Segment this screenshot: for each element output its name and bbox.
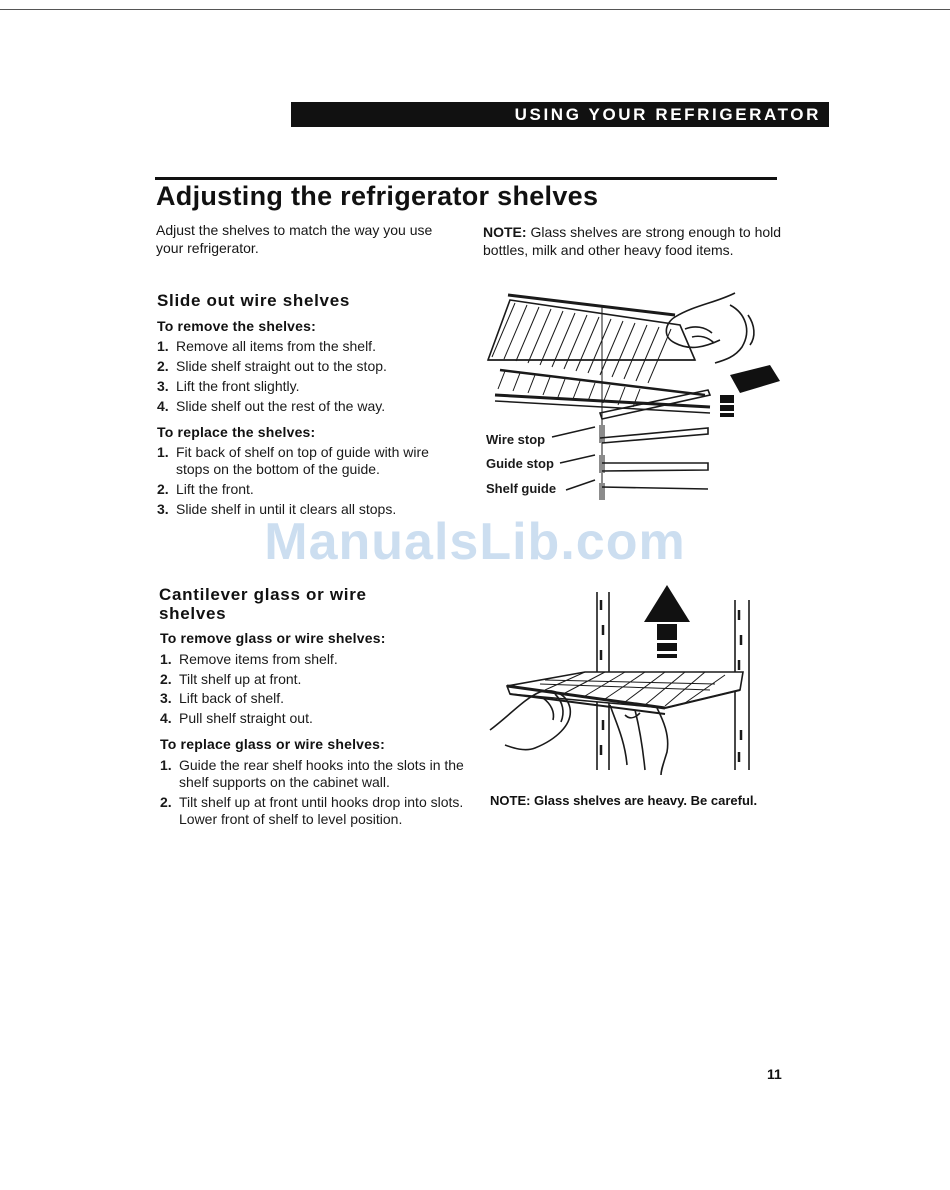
step-number: 1. xyxy=(157,444,169,460)
list-item xyxy=(160,757,465,791)
step-number: 3. xyxy=(157,501,169,517)
step-text: Lift the front. xyxy=(176,481,254,497)
step-text: Lift the front slightly. xyxy=(176,378,300,394)
step-text: Slide shelf in until it clears all stops. xyxy=(176,501,397,517)
intro-paragraph: Adjust the shelves to match the way you use your refrigerator. xyxy=(156,222,433,256)
step-text: Remove items from shelf. xyxy=(179,651,338,667)
list-item xyxy=(157,338,457,355)
step-number: 2. xyxy=(160,670,172,687)
note-glass-strong xyxy=(483,224,783,259)
step-text: Lift back of shelf. xyxy=(179,690,285,706)
step-number: 2. xyxy=(157,481,169,497)
note-glass-heavy: NOTE: Glass shelves are heavy. Be careful. xyxy=(490,793,758,808)
slide-replace-heading: To replace the shelves: xyxy=(157,424,316,440)
step-text: Slide shelf out the rest of the way. xyxy=(176,398,386,414)
list-item xyxy=(157,358,457,375)
label-shelf-guide: Shelf guide xyxy=(486,481,557,496)
list-item xyxy=(157,481,462,498)
top-rule xyxy=(0,9,950,10)
list-item xyxy=(157,444,462,478)
section-banner: USING YOUR REFRIGERATOR xyxy=(291,102,829,127)
list-item xyxy=(160,651,460,668)
step-text: Tilt shelf up at front until hooks drop into slots. Lower front of shelf to level position. xyxy=(179,794,464,827)
step-number: 1. xyxy=(160,757,172,773)
up-arrow-icon xyxy=(644,585,690,658)
step-text: Slide shelf straight out to the stop. xyxy=(176,358,387,374)
list-item xyxy=(157,378,457,395)
slide-remove-heading: To remove the shelves: xyxy=(157,318,316,334)
label-wire-stop: Wire stop xyxy=(486,432,546,447)
step-number: 4. xyxy=(157,398,169,414)
step-text: Guide the rear shelf hooks into the slots in the shelf supports on the cabinet wall. xyxy=(179,757,464,790)
page-number: 11 xyxy=(767,1066,782,1082)
step-number: 1. xyxy=(157,338,169,354)
step-number: 2. xyxy=(157,358,169,374)
step-number: 3. xyxy=(160,690,172,706)
slide-out-shelf-illustration xyxy=(480,285,790,510)
step-number: 1. xyxy=(160,651,172,667)
step-number: 4. xyxy=(160,709,172,726)
step-number: 3. xyxy=(157,378,169,394)
step-number: 2. xyxy=(160,794,172,810)
slide-replace-steps xyxy=(157,444,462,518)
slide-out-heading: Slide out wire shelves xyxy=(157,291,351,310)
list-item xyxy=(160,794,465,828)
cantilever-replace-heading: To replace glass or wire shelves: xyxy=(160,736,385,752)
list-item xyxy=(157,398,457,415)
list-item xyxy=(160,710,460,727)
slide-remove-steps xyxy=(157,338,457,415)
cantilever-replace-steps xyxy=(160,757,465,828)
cantilever-remove-steps xyxy=(160,651,460,727)
page-title: Adjusting the refrigerator shelves xyxy=(156,181,599,211)
label-guide-stop: Guide stop xyxy=(486,456,554,471)
list-item xyxy=(160,690,460,707)
cantilever-remove-heading: To remove glass or wire shelves: xyxy=(160,630,386,646)
note-text: Glass shelves are strong enough to hold bottles, milk and other heavy food items. xyxy=(483,224,782,258)
note-label: NOTE: xyxy=(483,224,527,240)
watermark: ManualsLib.com xyxy=(264,513,686,571)
up-arrow-icon xyxy=(720,365,780,417)
title-rule xyxy=(155,177,777,180)
cantilever-heading: Cantilever glass or wire shelves xyxy=(159,585,367,623)
step-text: Remove all items from the shelf. xyxy=(176,338,376,354)
step-text: Tilt shelf up at front. xyxy=(179,670,302,687)
cantilever-shelf-illustration xyxy=(485,580,765,775)
step-text: Fit back of shelf on top of guide with wire stops on the bottom of the guide. xyxy=(176,444,429,477)
list-item xyxy=(160,671,460,688)
step-text: Pull shelf straight out. xyxy=(179,709,313,726)
